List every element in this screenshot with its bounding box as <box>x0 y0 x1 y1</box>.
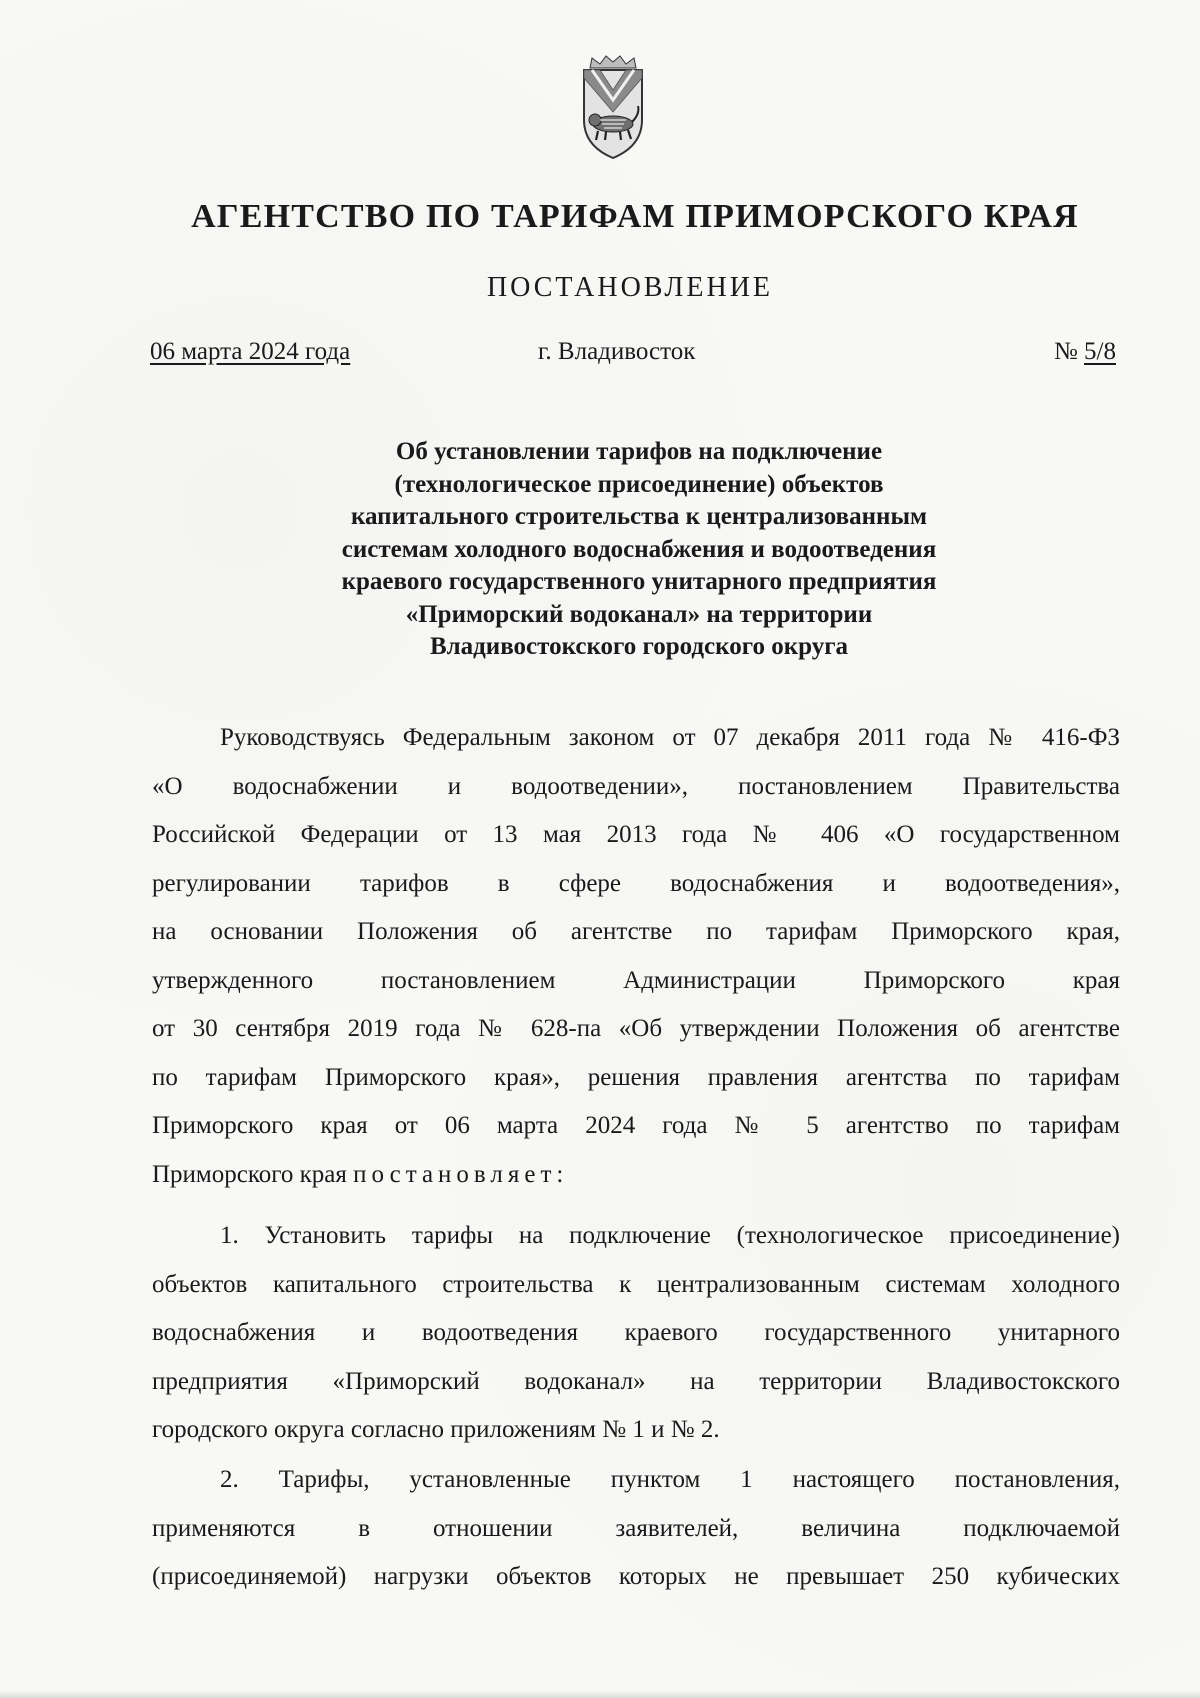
item-2-line: (присоединяемой) нагрузки объектов которых не превышает 250 кубических <box>152 1563 1120 1590</box>
preamble-line: Руководствуясь Федеральным законом от 07 декабря 2011 года № 416-ФЗ <box>220 724 1120 751</box>
item-1-line: городского округа согласно приложениям № 1 и № 2. <box>152 1416 720 1443</box>
document-number <box>1054 338 1116 366</box>
preamble-last-prefix: Приморского края <box>152 1160 354 1188</box>
preamble-line: Приморского края от 06 марта 2024 года № 5 агентство по тарифам <box>152 1112 1120 1139</box>
preamble-line: по тарифам Приморского края», решения правления агентства по тарифам <box>152 1063 1120 1091</box>
number-prefix: № <box>1053 338 1085 365</box>
item-1-line: водоснабжения и водоотведения краевого государственного унитарного <box>152 1319 1120 1346</box>
document-date: 06 марта 2024 года <box>150 338 351 365</box>
preamble-line-last <box>152 1151 1120 1200</box>
item-1-line: 1. Установить тарифы на подключение (технологическое присоединение) <box>220 1222 1120 1249</box>
title-line: Об установлении тарифов на подключение <box>395 438 883 465</box>
title-line: системам холодного водоснабжения и водоотведения <box>341 535 937 563</box>
preamble-last-suffix: : <box>556 1160 564 1188</box>
document-city: г. Владивосток <box>538 338 696 365</box>
title-line: капитального строительства к централизованным <box>350 503 927 530</box>
coat-of-arms-icon <box>578 54 648 164</box>
item-1-paragraph <box>152 1212 1120 1455</box>
preamble-line: регулировании тарифов в сфере водоснабжения и водоотведения», <box>152 869 1120 897</box>
document-type: ПОСТАНОВЛЕНИЕ <box>486 272 774 303</box>
title-line: краевого государственного унитарного предприятия <box>341 568 937 595</box>
title-line: «Приморский водоканал» на территории <box>405 600 873 628</box>
number-value: 5/8 <box>1084 338 1116 365</box>
resolves-word: постановляет <box>353 1160 557 1188</box>
preamble-line: на основании Положения об агентстве по тарифам Приморского края, <box>152 918 1120 945</box>
item-2-paragraph <box>152 1456 1120 1602</box>
agency-name: АГЕНТСТВО ПО ТАРИФАМ ПРИМОРСКОГО КРАЯ <box>191 198 1079 235</box>
preamble-line: «О водоснабжении и водоотведении», постановлением Правительства <box>152 772 1120 800</box>
title-line: (технологическое присоединение) объектов <box>394 470 884 498</box>
item-2-line: применяются в отношении заявителей, величина подключаемой <box>152 1514 1120 1542</box>
item-2-line: 2. Тарифы, установленные пунктом 1 настоящего постановления, <box>220 1466 1120 1493</box>
page-bottom-edge <box>0 1690 1200 1698</box>
item-1-line: предприятия «Приморский водоканал» на территории Владивостокского <box>152 1367 1120 1395</box>
document-meta <box>150 338 1116 374</box>
preamble-line: от 30 сентября 2019 года № 628-па «Об утверждении Положения об агентстве <box>152 1015 1120 1042</box>
title-line: Владивостокского городского округа <box>429 633 849 660</box>
preamble-paragraph <box>152 714 1120 1199</box>
preamble-line: утвержденного постановлением Администрации Приморского края <box>152 966 1120 994</box>
item-1-line: объектов капитального строительства к централизованным системам холодного <box>152 1270 1120 1298</box>
preamble-line: Российской Федерации от 13 мая 2013 года № 406 «О государственном <box>152 821 1120 848</box>
document-title <box>220 436 1058 664</box>
